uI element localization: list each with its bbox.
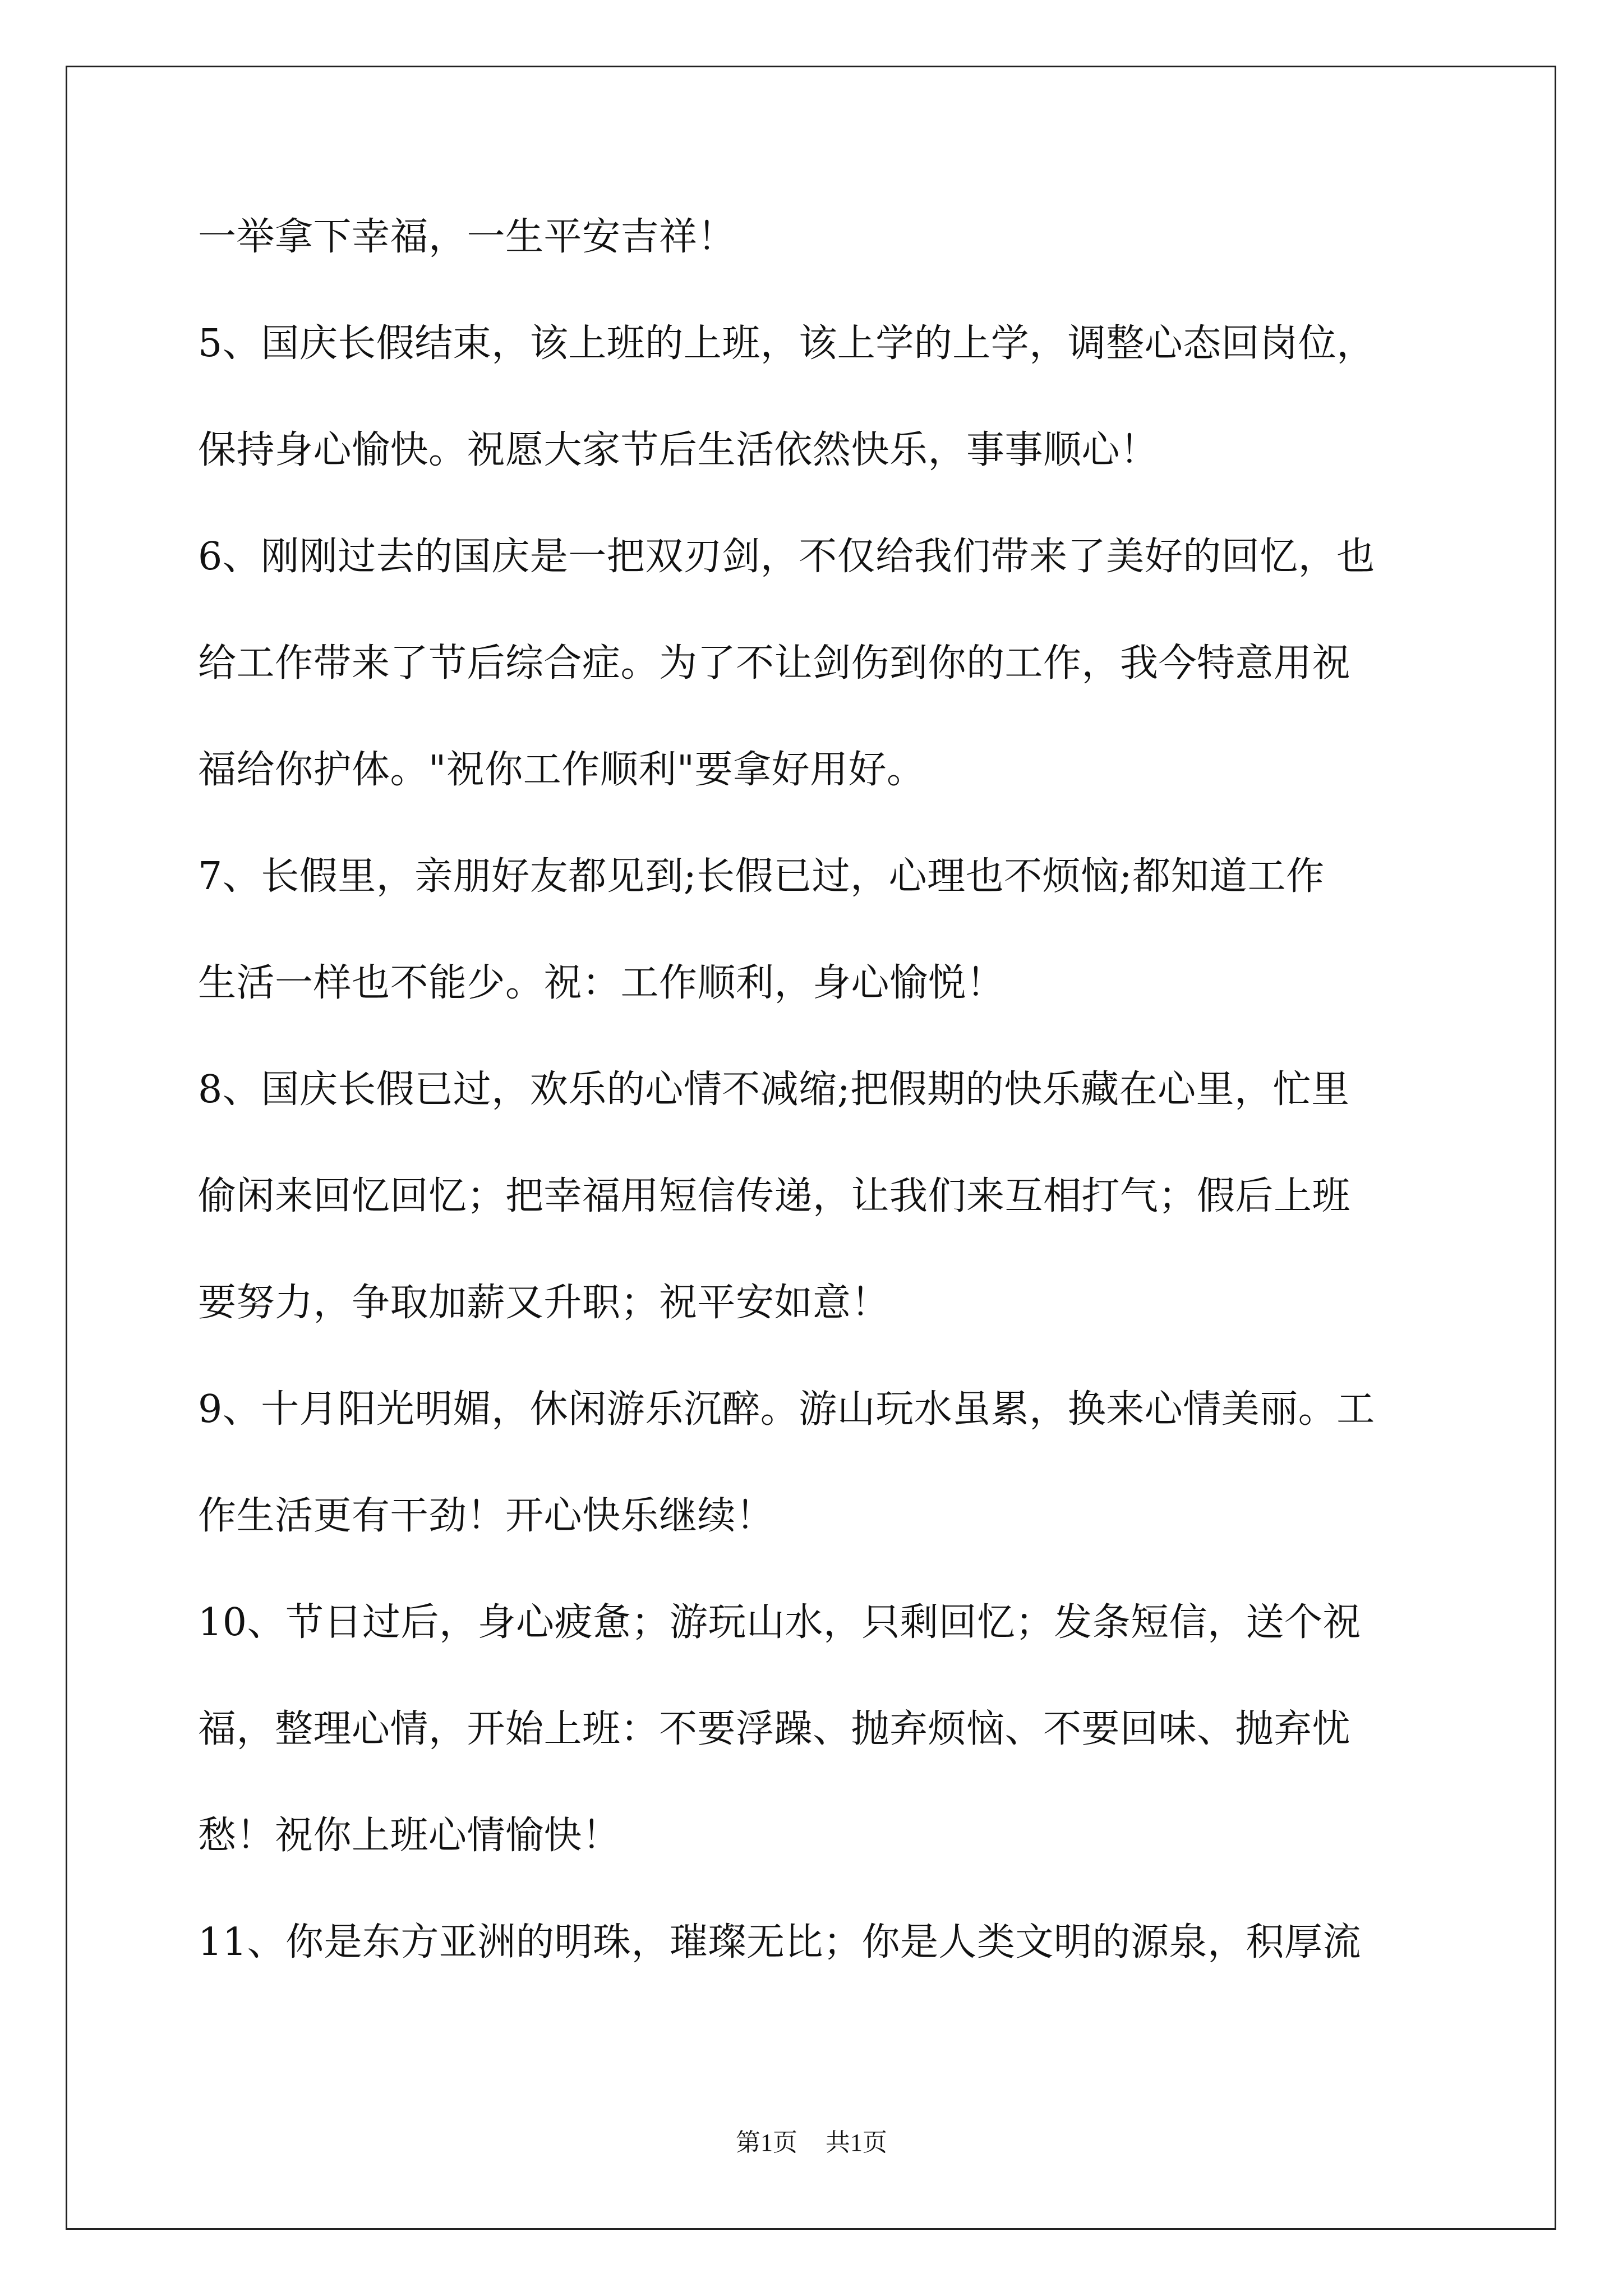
text-line: 福给你护体。"祝你工作顺利"要拿好用好。 (198, 748, 925, 792)
page-total: 共1页 (826, 2129, 887, 2156)
text-line: 6、刚刚过去的国庆是一把双刃剑，不仅给我们带来了美好的回忆，也 (198, 535, 1375, 579)
text-line: 7、长假里，亲朋好友都见到;长假已过，心理也不烦恼;都知道工作 (198, 854, 1325, 899)
text-line: 给工作带来了节后综合症。为了不让剑伤到你的工作，我今特意用祝 (198, 641, 1351, 685)
text-line: 要努力，争取加薪又升职；祝平安如意！ (198, 1281, 890, 1325)
text-line: 11、你是东方亚洲的明珠，璀璨无比；你是人类文明的源泉，积厚流 (198, 1920, 1362, 1964)
text-line: 作生活更有干劲！开心快乐继续！ (198, 1494, 774, 1538)
text-line: 9、十月阳光明媚，休闲游乐沉醉。游山玩水虽累，换来心情美丽。工 (198, 1387, 1375, 1432)
page-number: 第1页 (736, 2129, 797, 2156)
text-line: 10、节日过后，身心疲惫；游玩山水，只剩回忆；发条短信，送个祝 (198, 1600, 1362, 1645)
text-line: 8、国庆长假已过，欢乐的心情不减缩;把假期的快乐藏在心里，忙里 (198, 1068, 1350, 1112)
page-border (66, 66, 1556, 2230)
text-line: 福，整理心情，开始上班：不要浮躁、抛弃烦恼、不要回味、抛弃忧 (198, 1707, 1351, 1751)
text-line: 保持身心愉快。祝愿大家节后生活依然快乐，事事顺心！ (198, 428, 1159, 472)
text-line: 偷闲来回忆回忆；把幸福用短信传递，让我们来互相打气；假后上班 (198, 1174, 1351, 1218)
text-line: 愁！祝你上班心情愉快！ (198, 1814, 621, 1858)
text-line: 一举拿下幸福，一生平安吉祥！ (198, 215, 736, 259)
page-footer (0, 2126, 1623, 2160)
text-line: 生活一样也不能少。祝：工作顺利，身心愉悦！ (198, 961, 1005, 1005)
text-line: 5、国庆长假结束，该上班的上班，该上学的上学，调整心态回岗位， (198, 321, 1375, 366)
